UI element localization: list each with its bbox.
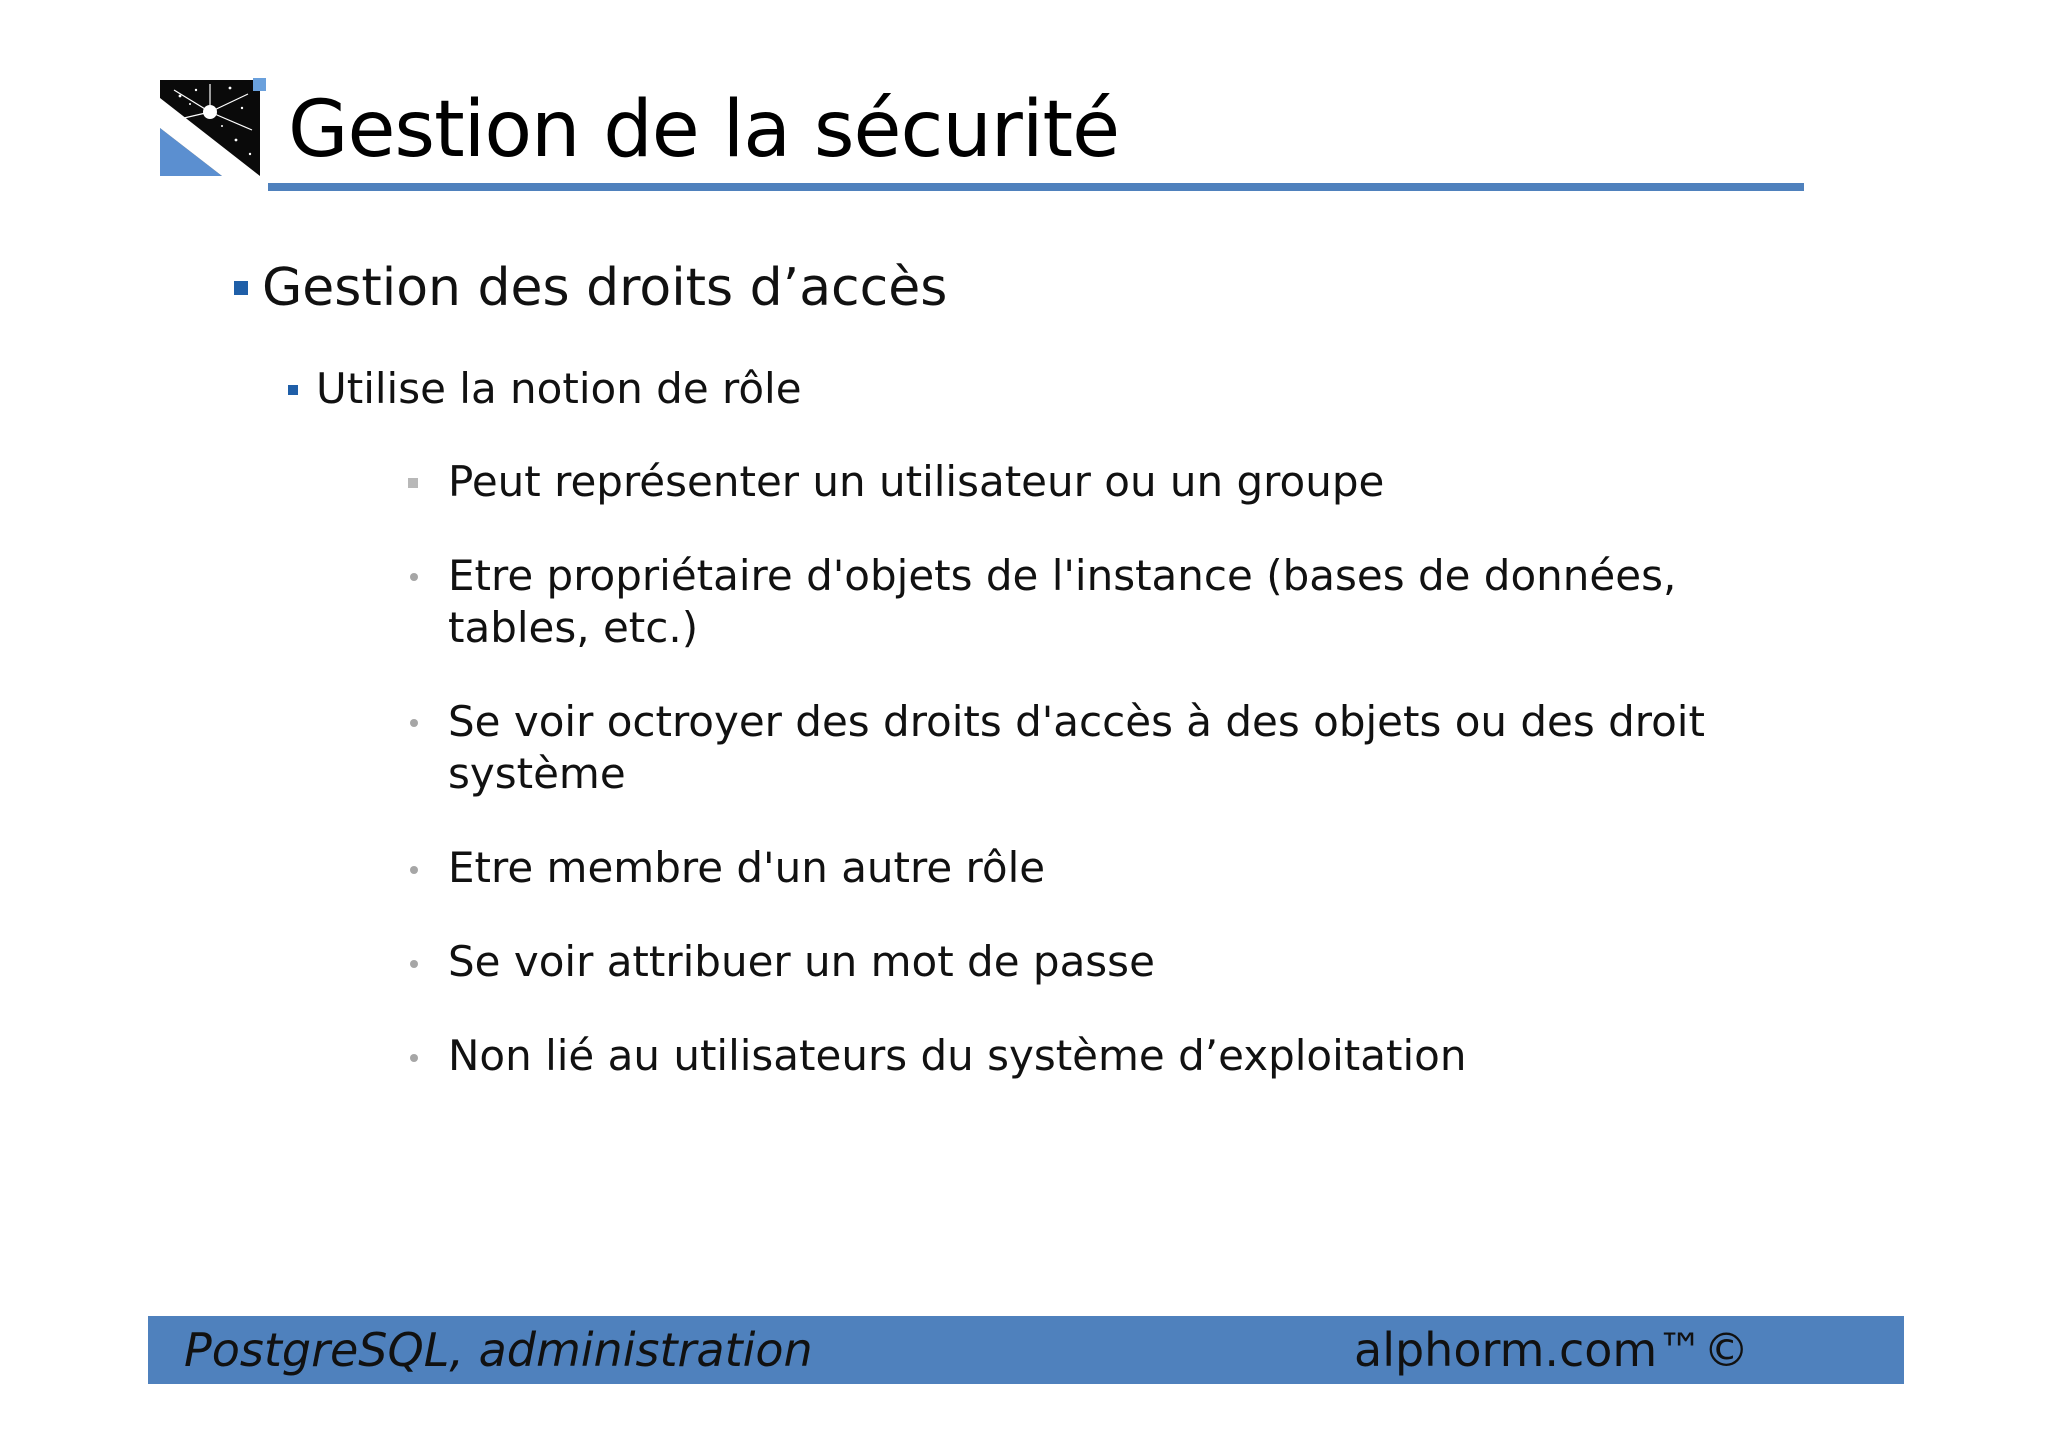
list-item-bullet xyxy=(410,960,418,968)
list-item-bullet xyxy=(410,719,418,727)
list-item: Peut représenter un utilisateur ou un groupe xyxy=(448,457,1385,506)
list-item-bullet xyxy=(408,478,418,488)
list-item-bullet xyxy=(410,573,418,581)
footer-brand: alphorm.com™© xyxy=(1354,1323,1750,1377)
alphorm-logo xyxy=(160,78,266,176)
level1-bullet xyxy=(234,281,248,295)
list-item-bullet xyxy=(410,866,418,874)
list-item: Se voir attribuer un mot de passe xyxy=(448,937,1155,986)
list-item-bullet xyxy=(410,1054,418,1062)
list-item-continuation: tables, etc.) xyxy=(448,603,699,652)
title-underline xyxy=(268,183,1804,191)
level2-item: Utilise la notion de rôle xyxy=(316,364,802,413)
footer-course-title: PostgreSQL, administration xyxy=(184,1323,813,1377)
list-item: Etre propriétaire d'objets de l'instance (bases de données, xyxy=(448,551,1677,600)
list-item: Non lié au utilisateurs du système d’exploitation xyxy=(448,1031,1467,1080)
list-item: Etre membre d'un autre rôle xyxy=(448,843,1046,892)
list-item-continuation: système xyxy=(448,749,626,798)
slide-title: Gestion de la sécurité xyxy=(288,85,1120,175)
level2-bullet xyxy=(288,385,298,395)
level1-heading: Gestion des droits d’accès xyxy=(262,258,948,318)
list-item: Se voir octroyer des droits d'accès à des objets ou des droit xyxy=(448,697,1705,746)
